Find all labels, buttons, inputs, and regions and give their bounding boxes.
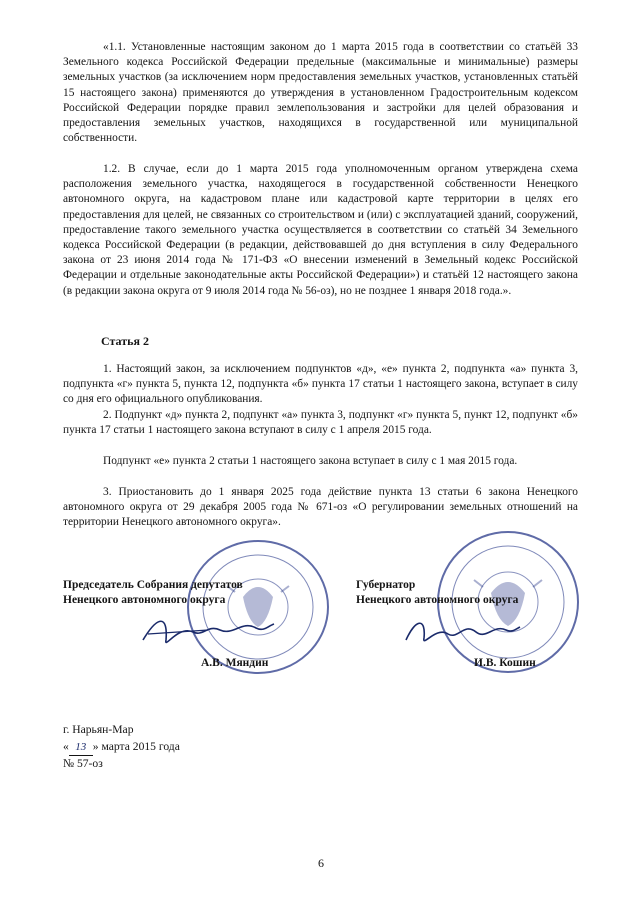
article2-item-2-sub: Подпункт «е» пункта 2 статьи 1 настоящего закона вступает в силу с 1 мая 2015 года. — [103, 455, 518, 467]
left-signatory-name: А.В. Мяндин — [201, 657, 269, 669]
article-heading: Статья 2 — [101, 334, 149, 348]
paragraph-1-1: «1.1. Установленные настоящим законом до 1 марта 2015 года в соответствии со статьёй 33 Земельного кодекса Российской Федерации предельные (максимальные и минимальные) размеры земельных участков (за исключением норм предоставления земельных участков, установленных статьёй 15 настоящего закона) применяются до утверждения в установленном Градостроительным кодексом Российской Федерации порядке правил землепользования и застройки для целей образования и предоставления земельных участков, находящихся в государственной или муниципальной собственности. — [63, 41, 578, 145]
article2-item-2: 2. Подпункт «д» пункта 2, подпункт «а» пункта 3, подпункт «г» пункта 5, пункт 12, подпункт «б» пункта 17 статьи 1 настоящего закона вступают в силу с 1 апреля 2015 года. — [63, 409, 578, 437]
left-signatory-title-2: Ненецкого автономного округа — [63, 594, 226, 606]
left-signatory-title-1: Председатель Собрания депутатов — [63, 579, 243, 591]
right-signatory-title-2: Ненецкого автономного округа — [356, 594, 519, 606]
signing-city: г. Нарьян-Мар — [63, 723, 134, 736]
date-suffix: » марта 2015 года — [92, 740, 180, 753]
article2-item-1: 1. Настоящий закон, за исключением подпунктов «д», «е» пункта 2, подпункта «а» пункта 3, подпункта «г» пункта 5, пункта 12, подпункта «б» пункта 17 статьи 1 настоящего закона, вступает в силу со дня его официального опубликования. — [63, 363, 578, 406]
date-day: 13 — [69, 740, 93, 756]
page-number: 6 — [318, 856, 324, 870]
right-handwritten-signature — [402, 612, 522, 652]
article2-item-3: 3. Приостановить до 1 января 2025 года действие пункта 13 статьи 6 закона Ненецкого автономного округа от 29 декабря 2005 года № 671-оз «О регулировании земельных отношений на территории Ненецкого автономного округа». — [63, 486, 578, 529]
left-handwritten-signature — [138, 610, 278, 654]
right-signatory-title-1: Губернатор — [356, 579, 416, 591]
law-number: № 57-оз — [63, 757, 103, 770]
date-prefix: « — [63, 740, 69, 753]
paragraph-1-2: 1.2. В случае, если до 1 марта 2015 года уполномоченным органом утверждена схема расположения земельного участка, находящегося в государственной собственности Ненецкого автономного округа, на кадастровом плане или кадастровой карте территории в целях его предоставления для целей, не связанных со строительством и (или) с эксплуатацией зданий, сооружений, предоставление такого земельного участка осуществляется в соответствии со статьёй 34 Земельного кодекса Российской Федерации (в редакции, действовавшей до дня вступления в силу Федерального закона от 23 июня 2014 года № 171-ФЗ «О внесении изменений в Земельный кодекс Российской Федерации и отдельные законодательные акты Российской Федерации») и статьёй 12 настоящего закона (в редакции закона округа от 9 июля 2014 года № 56-оз), но не позднее 1 января 2018 года.». — [63, 163, 578, 297]
signing-date — [63, 739, 180, 756]
right-signatory-name: И.В. Кошин — [474, 657, 536, 669]
